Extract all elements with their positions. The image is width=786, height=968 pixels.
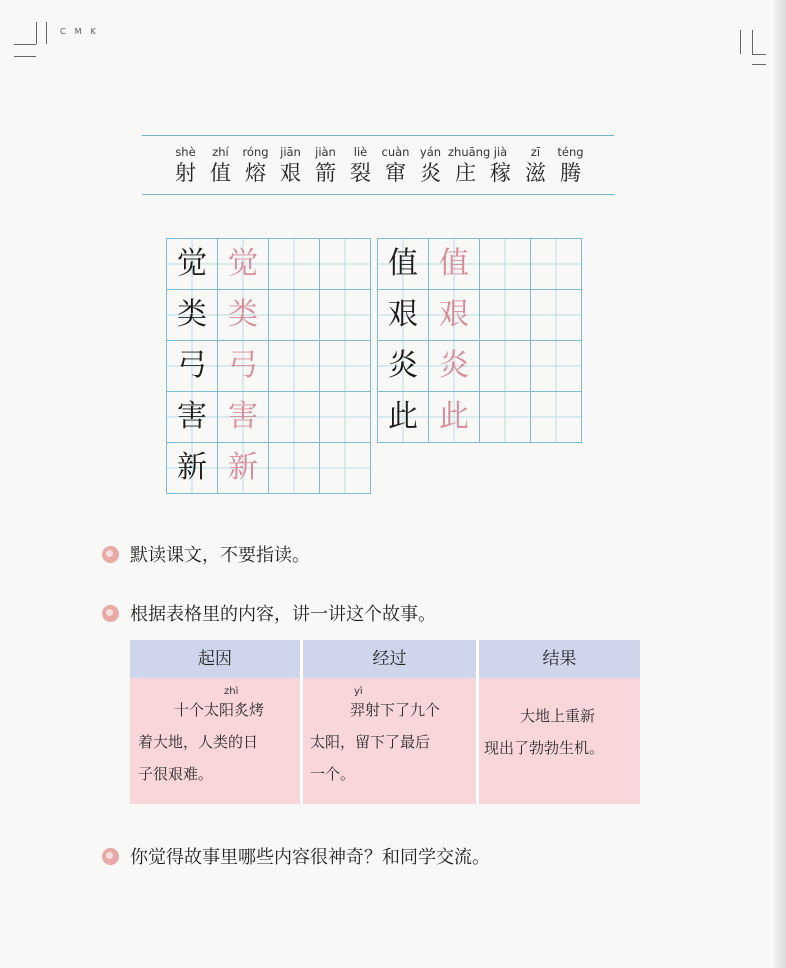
practice-cell bbox=[269, 392, 320, 443]
trace-character: 类 bbox=[218, 290, 269, 341]
practice-cell bbox=[320, 341, 371, 392]
vocab-hanzi: 射 bbox=[175, 161, 196, 185]
vocab-item bbox=[273, 144, 308, 186]
practice-cell bbox=[320, 290, 371, 341]
color-registration-marks bbox=[60, 27, 105, 36]
task-discuss bbox=[102, 843, 490, 869]
text-line: 太阳，留下了最后 bbox=[310, 733, 431, 751]
vocab-item bbox=[518, 144, 553, 186]
vocab-pinyin: róng bbox=[242, 145, 269, 159]
practice-cell bbox=[531, 341, 582, 392]
crop-mark bbox=[752, 54, 766, 55]
vocab-pinyin: zī bbox=[530, 145, 541, 159]
vocab-pinyin: jiàn bbox=[315, 145, 336, 159]
new-words-strip bbox=[142, 135, 614, 195]
color-mark-k: K bbox=[90, 27, 97, 36]
grid-row bbox=[167, 443, 371, 494]
text-line: 大地上重新 bbox=[520, 707, 596, 725]
vocab-item bbox=[203, 144, 238, 186]
task-text: 你觉得故事里哪些内容很神奇？和同学交流。 bbox=[130, 847, 490, 868]
task-retell-story bbox=[102, 600, 436, 626]
header-process: 经过 bbox=[303, 640, 476, 678]
practice-cell bbox=[480, 290, 531, 341]
cause-text bbox=[138, 694, 264, 790]
vocab-item bbox=[168, 144, 203, 186]
grid-row bbox=[167, 290, 371, 341]
crop-mark bbox=[36, 22, 37, 44]
practice-cell bbox=[480, 392, 531, 443]
trace-character: 觉 bbox=[218, 239, 269, 290]
grid-row bbox=[378, 392, 582, 443]
model-character: 炎 bbox=[378, 341, 429, 392]
vocab-item bbox=[483, 144, 518, 186]
vocab-hanzi: 滋 bbox=[525, 161, 546, 185]
grid-row bbox=[167, 239, 371, 290]
crop-mark bbox=[752, 64, 766, 65]
text-line: 羿射下了九个 bbox=[350, 701, 441, 719]
task-bullet-icon bbox=[102, 546, 119, 563]
process-text bbox=[310, 694, 440, 790]
vocab-hanzi: 值 bbox=[210, 161, 231, 185]
result-text bbox=[484, 700, 604, 764]
new-words-row bbox=[168, 144, 588, 186]
vocab-hanzi: 炎 bbox=[420, 161, 441, 185]
grid-row bbox=[167, 392, 371, 443]
practice-cell bbox=[531, 290, 582, 341]
color-mark-m: M bbox=[74, 27, 83, 36]
vocab-hanzi: 箭 bbox=[315, 161, 336, 185]
vocab-pinyin: cuàn bbox=[381, 145, 410, 159]
task-bullet-icon bbox=[102, 605, 119, 622]
practice-cell bbox=[269, 290, 320, 341]
model-character: 值 bbox=[378, 239, 429, 290]
vocab-hanzi: 裂 bbox=[350, 161, 371, 185]
column-divider bbox=[300, 640, 303, 804]
grid-row bbox=[378, 341, 582, 392]
vocab-item bbox=[448, 144, 491, 186]
practice-cell bbox=[480, 341, 531, 392]
pinyin-zhi: zhì bbox=[224, 686, 239, 697]
trace-character: 艰 bbox=[429, 290, 480, 341]
vocab-pinyin: jià bbox=[493, 145, 508, 159]
vocab-item bbox=[413, 144, 448, 186]
task-text: 根据表格里的内容，讲一讲这个故事。 bbox=[130, 604, 436, 625]
writing-grid-left bbox=[166, 238, 371, 494]
grid-row bbox=[167, 341, 371, 392]
vocab-pinyin: shè bbox=[175, 145, 196, 159]
vocab-hanzi: 熔 bbox=[245, 161, 266, 185]
vocab-hanzi: 腾 bbox=[560, 161, 581, 185]
vocab-hanzi: 窜 bbox=[385, 161, 406, 185]
task-text: 默读课文，不要指读。 bbox=[130, 545, 310, 566]
crop-mark bbox=[46, 22, 47, 44]
color-mark-c: C bbox=[60, 27, 67, 36]
trace-character: 此 bbox=[429, 392, 480, 443]
vocab-pinyin: liè bbox=[353, 145, 368, 159]
practice-cell bbox=[269, 443, 320, 494]
model-character: 新 bbox=[167, 443, 218, 494]
page-edge bbox=[774, 0, 786, 968]
story-table bbox=[130, 640, 640, 804]
writing-grid-right bbox=[377, 238, 582, 443]
crop-mark bbox=[752, 30, 753, 54]
header-cause: 起因 bbox=[130, 640, 300, 678]
grid-row bbox=[378, 290, 582, 341]
vocab-item bbox=[553, 144, 588, 186]
practice-cell bbox=[320, 392, 371, 443]
trace-character: 弓 bbox=[218, 341, 269, 392]
practice-cell bbox=[480, 239, 531, 290]
column-divider bbox=[476, 640, 479, 804]
text-line: 现出了勃勃生机。 bbox=[484, 739, 605, 757]
model-character: 艰 bbox=[378, 290, 429, 341]
task-silent-reading bbox=[102, 541, 310, 567]
trace-character: 害 bbox=[218, 392, 269, 443]
crop-mark bbox=[740, 30, 741, 54]
vocab-pinyin: zhuāng bbox=[448, 145, 491, 159]
practice-cell bbox=[269, 239, 320, 290]
task-bullet-icon bbox=[102, 848, 119, 865]
practice-cell bbox=[320, 443, 371, 494]
vocab-hanzi: 稼 bbox=[490, 161, 511, 185]
model-character: 害 bbox=[167, 392, 218, 443]
text-line: 子很艰难。 bbox=[138, 765, 214, 783]
text-line: 一个。 bbox=[310, 765, 356, 783]
vocab-item bbox=[378, 144, 413, 186]
grid-row bbox=[378, 239, 582, 290]
vocab-item bbox=[308, 144, 343, 186]
vocab-pinyin: zhí bbox=[212, 145, 229, 159]
model-character: 此 bbox=[378, 392, 429, 443]
pinyin-yi: yì bbox=[354, 686, 363, 697]
trace-character: 炎 bbox=[429, 341, 480, 392]
practice-cell bbox=[531, 392, 582, 443]
text-line: 十个太阳炙烤 bbox=[174, 701, 265, 719]
text-line: 着大地，人类的日 bbox=[138, 733, 259, 751]
practice-cell bbox=[320, 239, 371, 290]
practice-cell bbox=[531, 239, 582, 290]
vocab-pinyin: jiān bbox=[280, 145, 301, 159]
crop-mark bbox=[14, 44, 36, 45]
vocab-item bbox=[343, 144, 378, 186]
crop-mark bbox=[14, 56, 36, 57]
vocab-hanzi: 艰 bbox=[280, 161, 301, 185]
model-character: 觉 bbox=[167, 239, 218, 290]
header-result: 结果 bbox=[479, 640, 640, 678]
vocab-pinyin: yán bbox=[419, 145, 442, 159]
trace-character: 值 bbox=[429, 239, 480, 290]
vocab-hanzi: 庄 bbox=[455, 161, 476, 185]
vocab-item bbox=[238, 144, 273, 186]
practice-cell bbox=[269, 341, 320, 392]
model-character: 类 bbox=[167, 290, 218, 341]
trace-character: 新 bbox=[218, 443, 269, 494]
model-character: 弓 bbox=[167, 341, 218, 392]
vocab-pinyin: téng bbox=[557, 145, 584, 159]
